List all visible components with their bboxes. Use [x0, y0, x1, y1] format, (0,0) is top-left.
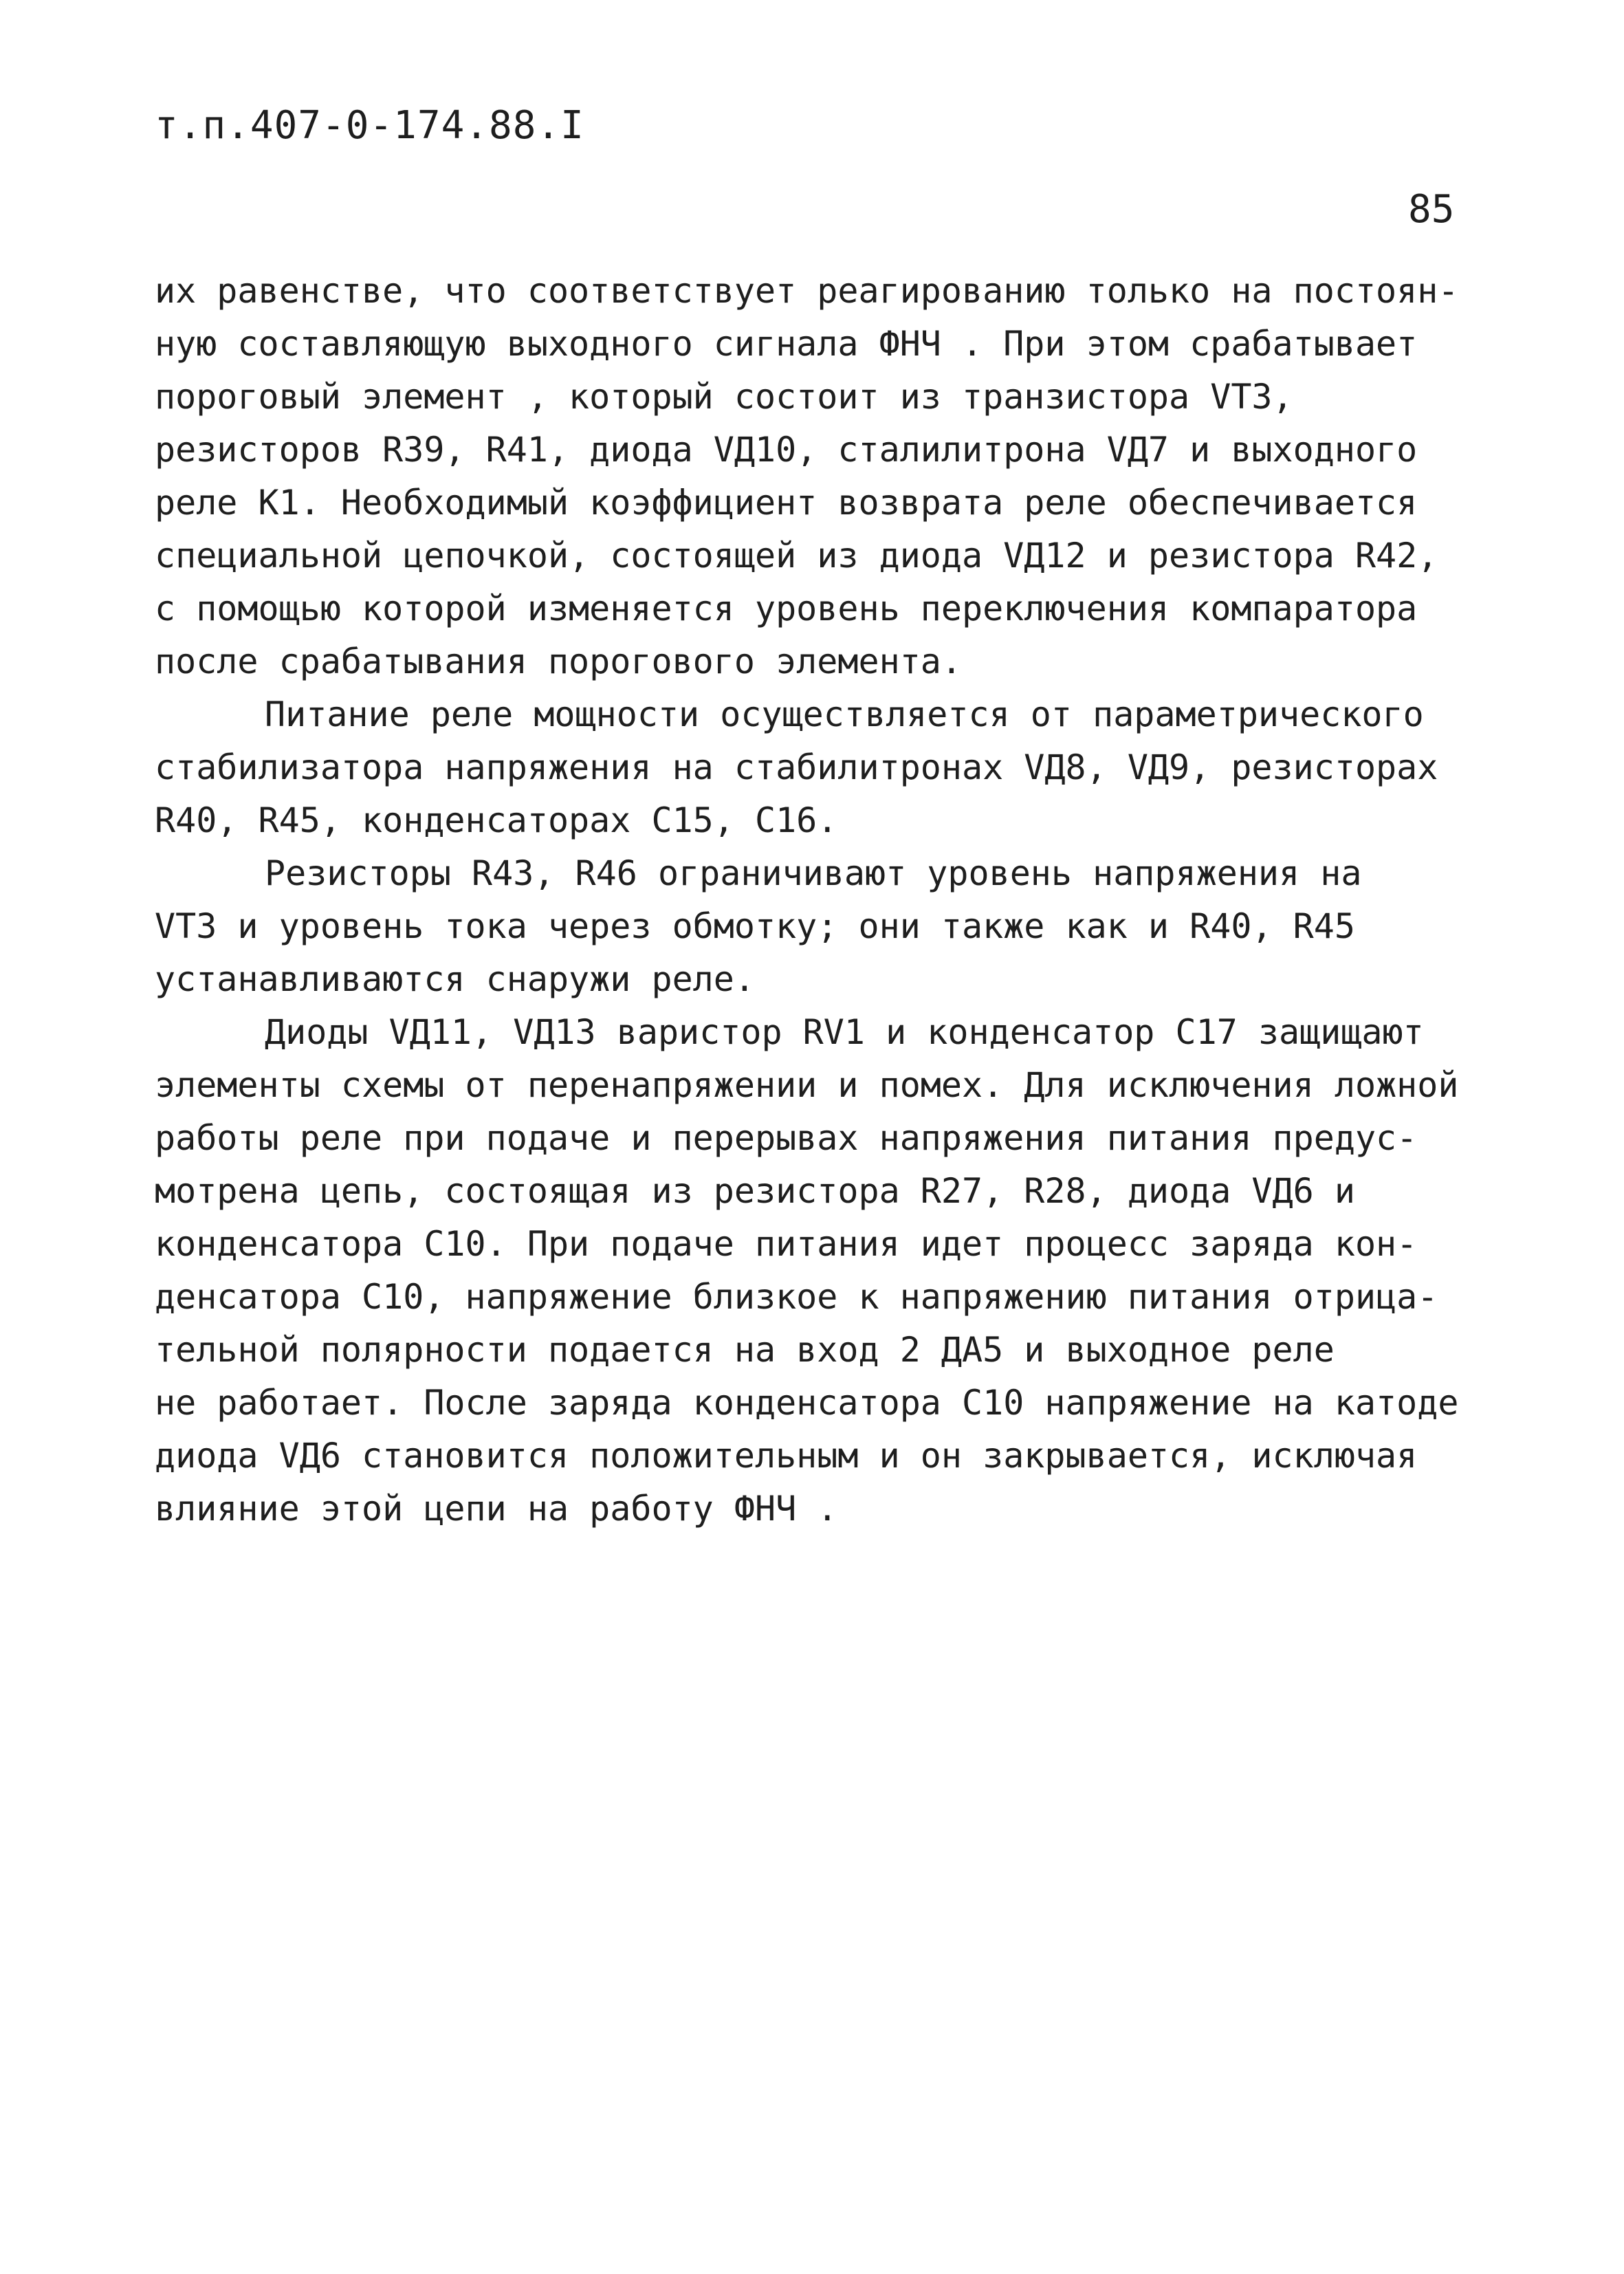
text-line: после срабатывания порогового элемента.	[155, 642, 962, 681]
document-code: т.п.407-0-174.88.I	[155, 103, 584, 148]
text-line: пороговый элемент , который состоит из транзистора VТ3,	[155, 377, 1293, 417]
text-line: влияние этой цепи на работу ФНЧ .	[155, 1489, 838, 1529]
text-line: работы реле при подаче и перерывах напряжения питания предус-	[155, 1118, 1418, 1158]
text-line: специальной цепочкой, состоящей из диода VД12 и резистора R42,	[155, 536, 1438, 576]
text-line: элементы схемы от перенапряжении и помех. Для исключения ложной	[155, 1065, 1459, 1105]
text-line: мотрена цепь, состоящая из резистора R27, R28, диода VД6 и	[155, 1171, 1355, 1211]
text-line: конденсатора С10. При подаче питания идет процесс заряда кон-	[155, 1224, 1418, 1264]
text-line: Питание реле мощности осуществляется от параметрического	[265, 695, 1424, 734]
page-number: 85	[1408, 187, 1455, 232]
text-line: стабилизатора напряжения на стабилитронах VД8, VД9, резисторах	[155, 747, 1438, 787]
text-line: резисторов R39, R41, диода VД10, сталилитрона VД7 и выходного	[155, 430, 1418, 470]
text-line: тельной полярности подается на вход 2 ДА5 и выходное реле	[155, 1330, 1335, 1370]
text-line: Резисторы R43, R46 ограничивают уровень напряжения на	[265, 853, 1362, 893]
text-line: не работает. После заряда конденсатора С10 напряжение на катоде	[155, 1383, 1459, 1423]
text-line: их равенстве, что соответствует реагированию только на постоян-	[155, 271, 1459, 311]
text-line: диода VД6 становится положительным и он закрывается, исключая	[155, 1436, 1418, 1476]
text-line: R40, R45, конденсаторах С15, С16.	[155, 800, 838, 840]
text-line: ную составляющую выходного сигнала ФНЧ . При этом срабатывает	[155, 324, 1418, 364]
text-line: денсатора С10, напряжение близкое к напряжению питания отрица-	[155, 1277, 1438, 1317]
text-line: устанавливаются снаружи реле.	[155, 959, 755, 999]
text-line: с помощью которой изменяется уровень переключения компаратора	[155, 589, 1418, 628]
text-line: реле К1. Необходимый коэффициент возврата реле обеспечивается	[155, 483, 1418, 523]
text-line: Диоды VД11, VД13 варистор RV1 и конденсатор С17 защищают	[265, 1012, 1424, 1052]
body-text	[155, 265, 1530, 1535]
text-line: VТ3 и уровень тока через обмотку; они также как и R40, R45	[155, 906, 1355, 946]
